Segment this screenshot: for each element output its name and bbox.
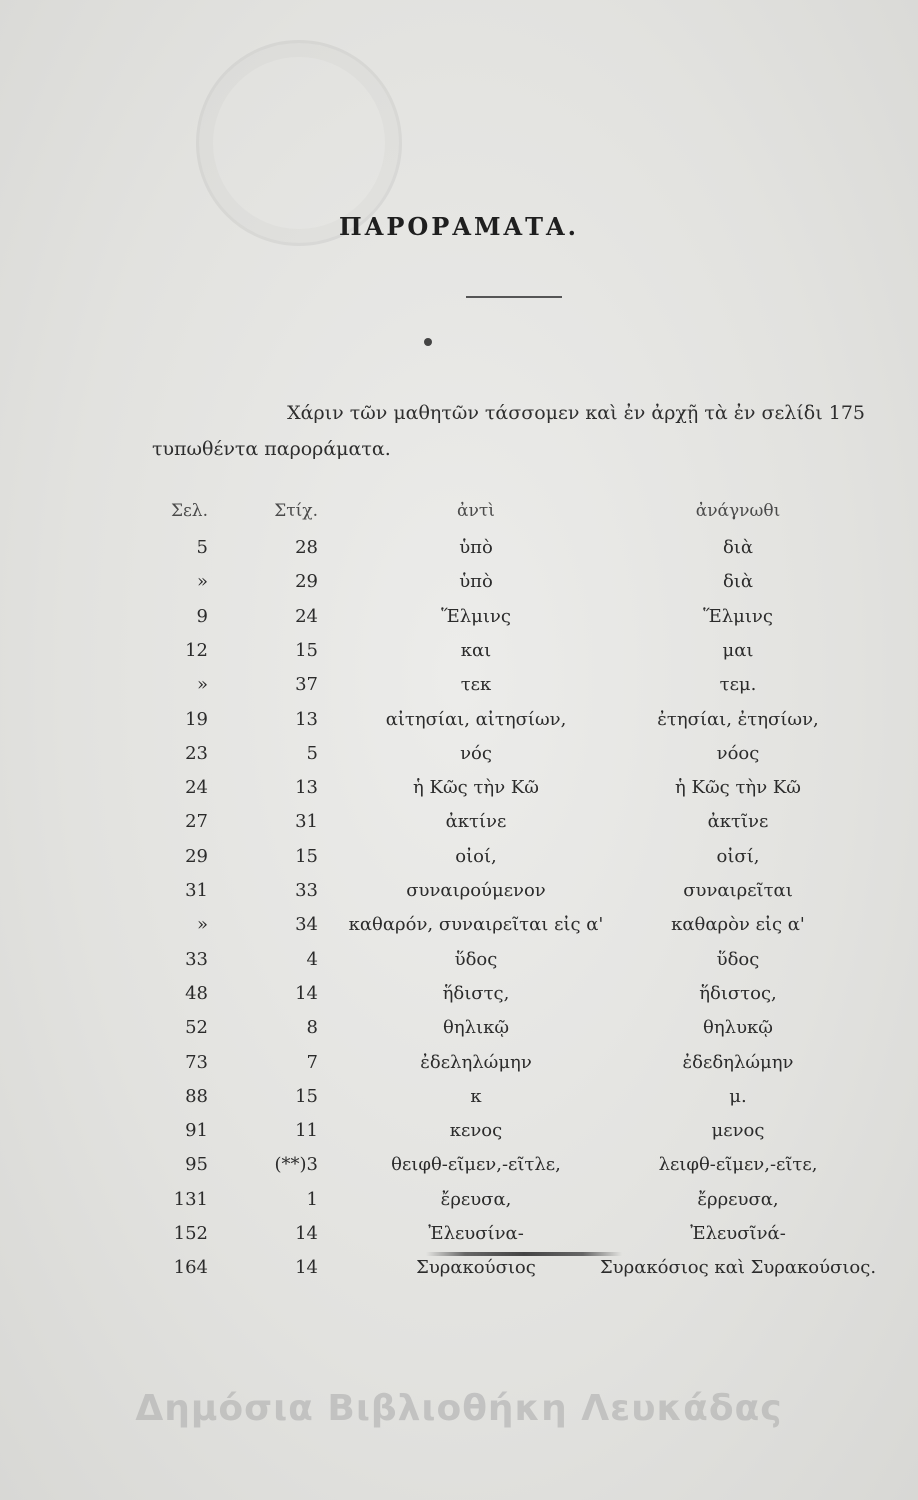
- cell-line-number: (**)3: [274, 1154, 318, 1176]
- cell-correct-reading: ἔρρευσα,: [697, 1188, 779, 1210]
- cell-correct-reading: ἡ Κῶς τὴν Κῶ: [675, 777, 801, 799]
- cell-wrong-reading: ὑπὸ: [459, 571, 493, 593]
- cell-page-number: 48: [185, 982, 208, 1004]
- cell-correct-reading: ἐδεδηλώμην: [682, 1051, 794, 1073]
- cell-line-number: 4: [306, 948, 318, 970]
- cell-wrong-reading: ὑπὸ: [459, 537, 493, 558]
- cell-wrong-reading: καθαρόν, συναιρεῖται εἰς α': [348, 914, 604, 936]
- ornament-dot: [424, 338, 432, 346]
- cell-wrong-reading: Ἐλευσίνα-: [428, 1223, 524, 1244]
- cell-page-number: 31: [185, 880, 208, 901]
- cell-wrong-reading: ἀκτίνε: [445, 811, 507, 833]
- cell-wrong-reading: ἡ Κῶς τὴν Κῶ: [413, 777, 539, 799]
- cell-line-number: 29: [295, 571, 318, 593]
- cell-correct-reading: τεμ.: [719, 674, 757, 696]
- cell-correct-reading: ἐτησίαι, ἐτησίων,: [657, 708, 819, 730]
- cell-line-number: 7: [306, 1051, 318, 1073]
- cell-line-number: 8: [306, 1017, 318, 1039]
- cell-correct-reading: νόος: [716, 742, 760, 764]
- cell-page-number: »: [196, 914, 208, 936]
- cell-wrong-reading: Συρακούσιος: [416, 1257, 536, 1279]
- cell-page-number: 131: [173, 1188, 208, 1210]
- cell-correct-reading: οἰσί,: [716, 845, 760, 867]
- cell-line-number: 28: [295, 537, 318, 558]
- cell-wrong-reading: ἔρευσα,: [440, 1188, 512, 1210]
- cell-line-number: 37: [295, 674, 318, 696]
- cell-line-number: 1: [306, 1188, 318, 1210]
- cell-page-number: 24: [185, 777, 208, 799]
- cell-correct-reading: συναιρεῖται: [683, 880, 793, 901]
- cell-line-number: 14: [295, 1223, 318, 1244]
- cell-wrong-reading: κενος: [449, 1120, 503, 1142]
- library-watermark: Δημόσια Βιβλιοθήκη Λευκάδας: [135, 1388, 783, 1429]
- cell-page-number: »: [196, 674, 208, 696]
- cell-line-number: 13: [295, 777, 318, 799]
- cell-line-number: 15: [295, 639, 318, 661]
- cell-page-number: 164: [173, 1257, 208, 1279]
- cell-line-number: 14: [295, 982, 318, 1004]
- cell-page-number: 12: [185, 639, 208, 661]
- cell-correct-reading: λειφθ-εῖμεν,-εῖτε,: [658, 1154, 818, 1176]
- cell-wrong-reading: ἥδιστς,: [442, 982, 510, 1004]
- cell-wrong-reading: συναιρούμενον: [406, 880, 546, 901]
- intro-line-1: Χάριν τῶν μαθητῶν τάσσομεν καὶ ἐν ἀρχῇ τὰ ἐν σελίδι 175: [287, 402, 865, 424]
- cell-correct-reading: διὰ: [722, 571, 754, 593]
- cell-correct-reading: μενος: [711, 1120, 765, 1142]
- cell-line-number: 15: [295, 845, 318, 867]
- cell-wrong-reading: θηλικῷ: [442, 1017, 509, 1039]
- closing-ornament: [426, 1252, 622, 1256]
- header-page-number: Σελ.: [170, 501, 208, 521]
- cell-correct-reading: ἀκτῖνε: [707, 811, 769, 833]
- cell-wrong-reading: ἐδεληλώμην: [420, 1051, 532, 1073]
- cell-page-number: 73: [185, 1051, 208, 1073]
- cell-wrong-reading: κ: [470, 1085, 482, 1107]
- cell-wrong-reading: τεκ: [460, 674, 492, 696]
- cell-correct-reading: ὕδος: [716, 948, 760, 970]
- cell-page-number: 5: [196, 537, 208, 558]
- cell-correct-reading: Ἐλευσῖνά-: [690, 1223, 786, 1244]
- page-title: ΠΑΡΟΡΑΜΑΤΑ.: [339, 212, 579, 241]
- cell-line-number: 31: [295, 811, 318, 833]
- cell-line-number: 34: [295, 914, 318, 936]
- cell-wrong-reading: αἰτησίαι, αἰτησίων,: [385, 708, 567, 730]
- cell-page-number: 95: [185, 1154, 208, 1176]
- cell-line-number: 13: [295, 708, 318, 730]
- cell-line-number: 5: [306, 742, 318, 764]
- cell-page-number: 29: [185, 845, 208, 867]
- cell-correct-reading: διὰ: [722, 537, 754, 558]
- cell-line-number: 15: [295, 1085, 318, 1107]
- cell-line-number: 14: [295, 1257, 318, 1279]
- title-divider: [466, 296, 562, 298]
- cell-correct-reading: καθαρὸν εἰς α': [671, 914, 805, 936]
- cell-line-number: 33: [295, 880, 318, 901]
- cell-wrong-reading: Ἕλμινς: [441, 605, 511, 627]
- cell-correct-reading: μαι: [722, 639, 754, 661]
- cell-line-number: 24: [295, 605, 318, 627]
- cell-correct-reading: θηλυκῷ: [703, 1017, 773, 1039]
- header-wrong-reading: ἀντὶ: [457, 501, 495, 521]
- cell-page-number: 27: [185, 811, 208, 833]
- cell-line-number: 11: [295, 1120, 318, 1142]
- cell-wrong-reading: νός: [460, 742, 492, 764]
- cell-page-number: 33: [185, 948, 208, 970]
- cell-page-number: »: [196, 571, 208, 593]
- cell-wrong-reading: οἰοί,: [455, 845, 497, 867]
- cell-page-number: 88: [185, 1085, 208, 1107]
- cell-correct-reading: μ.: [729, 1085, 747, 1107]
- cell-page-number: 23: [185, 742, 208, 764]
- cell-page-number: 19: [185, 708, 208, 730]
- cell-page-number: 91: [185, 1120, 208, 1142]
- cell-page-number: 52: [185, 1017, 208, 1039]
- header-correct-reading: ἀνάγνωθι: [695, 501, 781, 521]
- intro-line-2: τυπωθέντα παροράματα.: [152, 438, 391, 460]
- cell-page-number: 9: [196, 605, 208, 627]
- cell-wrong-reading: θειφθ-εῖμεν,-εῖτλε,: [391, 1154, 561, 1176]
- cell-correct-reading: ἥδιστος,: [699, 982, 777, 1004]
- cell-correct-reading: Συρακόσιος καὶ Συρακούσιος.: [599, 1257, 877, 1279]
- header-line-number: Στίχ.: [274, 501, 318, 521]
- cell-wrong-reading: και: [460, 639, 492, 661]
- cell-correct-reading: Ἕλμινς: [703, 605, 773, 627]
- cell-page-number: 152: [173, 1223, 208, 1244]
- cell-wrong-reading: ὕδος: [454, 948, 498, 970]
